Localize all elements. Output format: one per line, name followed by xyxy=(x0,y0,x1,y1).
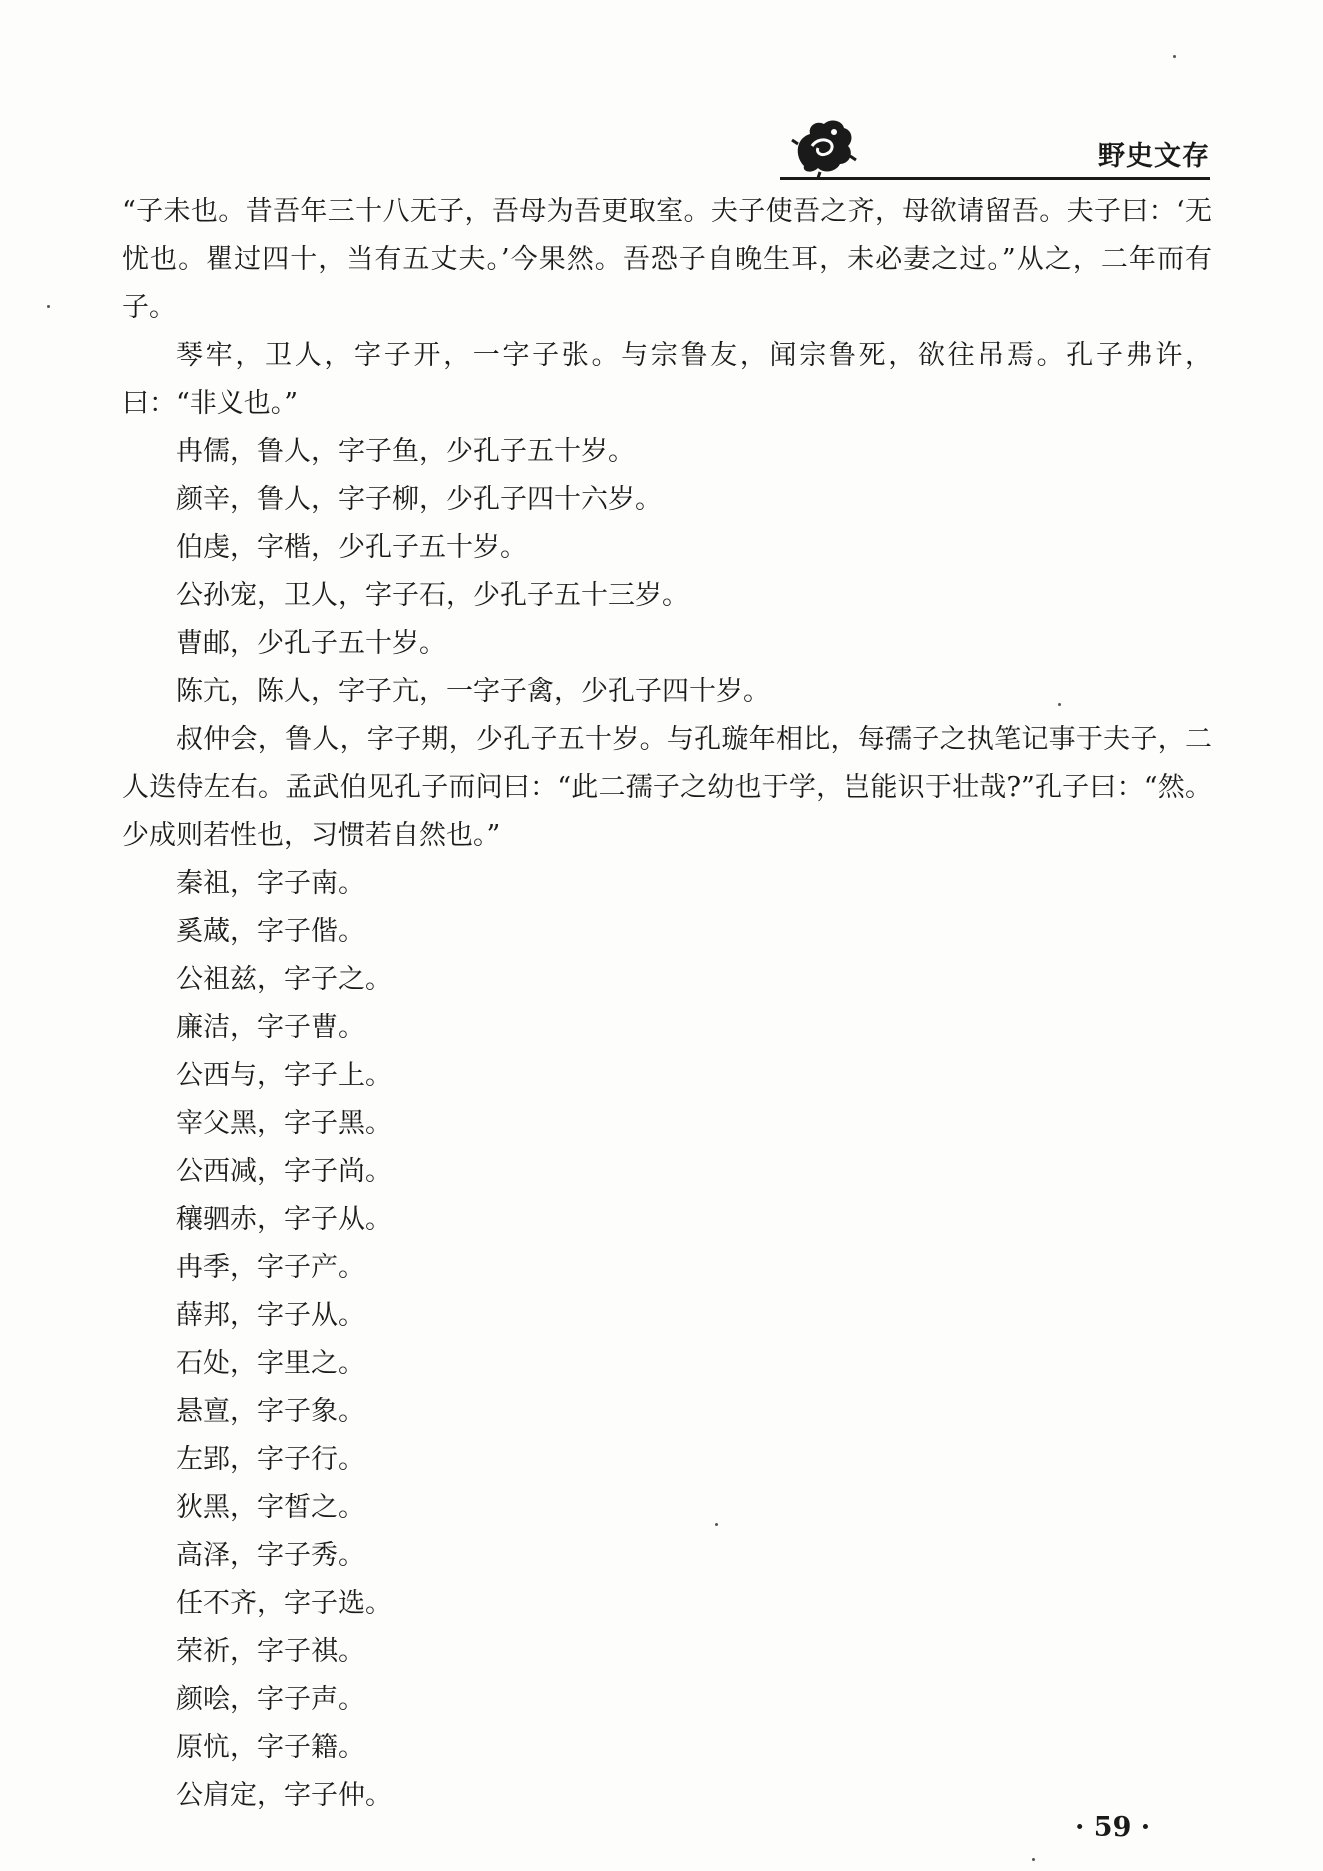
entry-line: 冉季，字子产。 xyxy=(176,1252,365,1283)
entry-line: 公西减，字子尚。 xyxy=(176,1156,392,1187)
entry-line: 原忼，字子籍。 xyxy=(176,1732,365,1763)
body-text xyxy=(122,188,1212,1820)
scan-speck xyxy=(1173,55,1176,58)
running-header-title: 野史文存 xyxy=(1098,141,1210,172)
entry-line: 宰父黑，字子黑。 xyxy=(176,1108,392,1139)
entry-line: 荣祈，字子祺。 xyxy=(176,1636,365,1667)
dragon-emblem-icon xyxy=(790,116,858,178)
entry-line: 颜哙，字子声。 xyxy=(176,1684,365,1715)
page-number: · 59 · xyxy=(1075,1812,1151,1843)
paragraph-2: 琴牢，卫人，字子开，一字子张。与宗鲁友，闻宗鲁死，欲往吊焉。孔子弗许，曰：“非义也。” xyxy=(122,340,1212,419)
paragraph-3: 叔仲会，鲁人，字子期，少孔子五十岁。与孔璇年相比，每孺子之执笔记事于夫子，二人迭侍左右。孟武伯见孔子而问曰：“此二孺子之幼也于学，岂能识于壮哉?”孔子曰：“然。少成则若性也，习惯若自然也。” xyxy=(122,724,1212,851)
entry-line: 石处，字里之。 xyxy=(176,1348,365,1379)
entry-line: 陈亢，陈人，字子亢，一字子禽，少孔子四十岁。 xyxy=(176,676,770,707)
entry-line: 公肩定，字子仲。 xyxy=(176,1780,392,1811)
entry-line: 秦祖，字子南。 xyxy=(176,868,365,899)
scan-speck xyxy=(1032,1858,1035,1861)
entry-line: 公祖兹，字子之。 xyxy=(176,964,392,995)
entry-line: 颜辛，鲁人，字子柳，少孔子四十六岁。 xyxy=(176,484,662,515)
entry-line: 冉儒，鲁人，字子鱼，少孔子五十岁。 xyxy=(176,436,635,467)
entry-line: 公孙宠，卫人，字子石，少孔子五十三岁。 xyxy=(176,580,689,611)
paragraph-1: “子未也。昔吾年三十八无子，吾母为吾更取室。夫子使吾之齐，母欲请留吾。夫子曰：‘无忧也。瞿过四十，当有五丈夫。’今果然。吾恐子自晚生耳，未必妻之过。”从之，二年而有子。 xyxy=(122,196,1212,323)
scan-speck xyxy=(715,1523,718,1526)
entry-line: 奚蒧，字子偕。 xyxy=(176,916,365,947)
entry-line: 曹邮，少孔子五十岁。 xyxy=(176,628,446,659)
entry-line: 薛邦，字子从。 xyxy=(176,1300,365,1331)
entry-line: 公西与，字子上。 xyxy=(176,1060,392,1091)
entry-line: 廉洁，字子曹。 xyxy=(176,1012,365,1043)
running-header xyxy=(780,110,1210,180)
entry-line: 高泽，字子秀。 xyxy=(176,1540,365,1571)
scan-speck xyxy=(1058,703,1061,706)
scan-speck xyxy=(47,305,50,308)
entry-line: 任不齐，字子选。 xyxy=(176,1588,392,1619)
header-rule xyxy=(780,177,1210,180)
entry-line: 穰驷赤，字子从。 xyxy=(176,1204,392,1235)
entry-line: 狄黑，字皙之。 xyxy=(176,1492,365,1523)
entry-line: 左郢，字子行。 xyxy=(176,1444,365,1475)
entry-line: 伯虔，字楷，少孔子五十岁。 xyxy=(176,532,527,563)
entry-line: 悬亶，字子象。 xyxy=(176,1396,365,1427)
